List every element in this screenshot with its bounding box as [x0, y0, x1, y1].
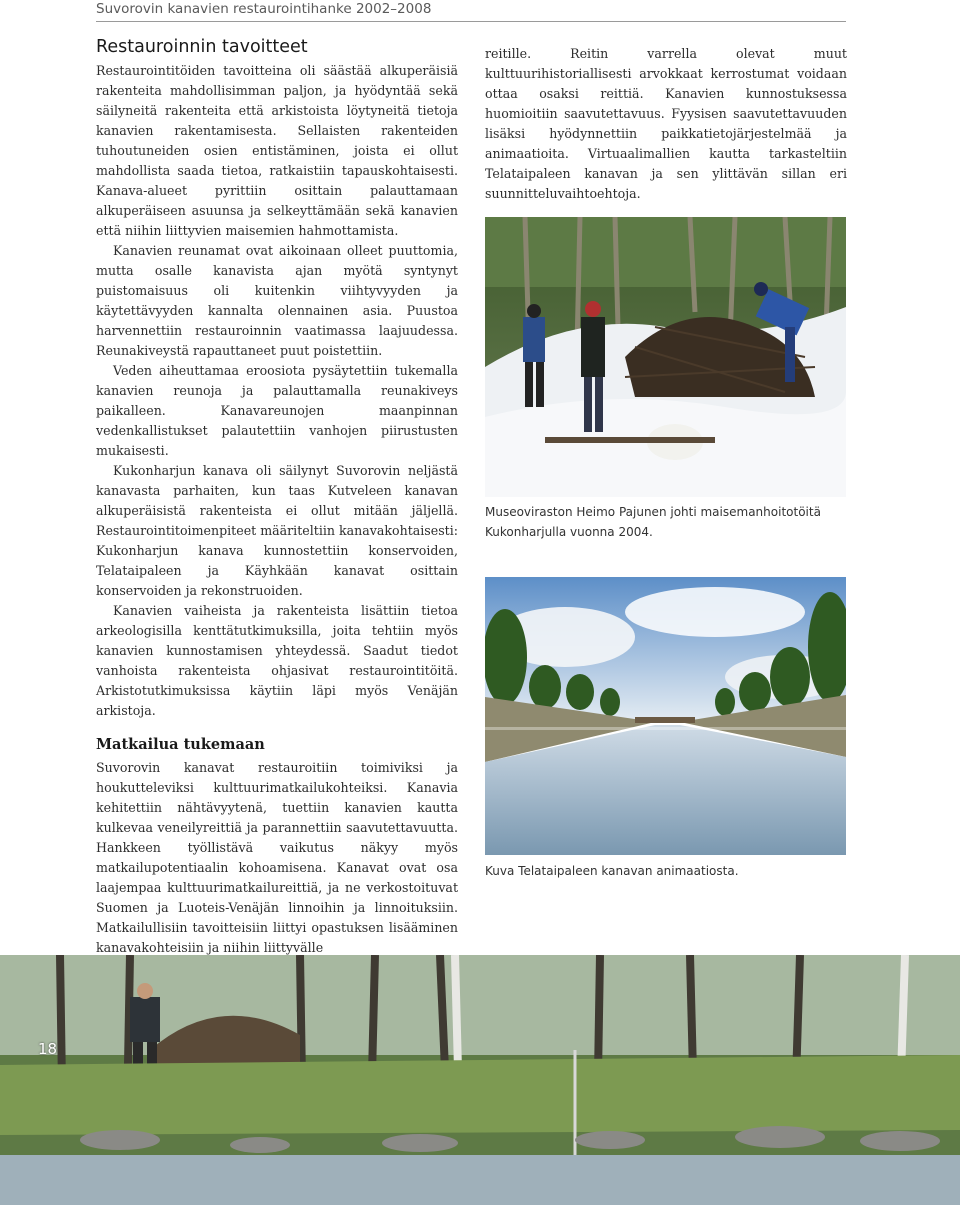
paragraph: Restaurointitöiden tavoitteina oli säästää alkuperäisiä rakenteita mahdollisimman paljon, ja hyödyntää sekä säilyneitä rakenteita että arkistoista löytyneitä tietoja kanavien rakentamisesta. Sellaisten rakenteiden tuhoutuneiden osien entistäminen, joista ei ollut mahdollista saada tietoa, ratkaistiin tapauskohtaisesti. Kanava-alueet pyrittiin osittain palauttamaan alkuperäiseen asuunsa ja selkeyttämään sekä kanavien että niihin liittyvien maisemien hahmottamista.	[96, 63, 458, 238]
paragraph: Suvorovin kanavat restauroitiin toimiviksi ja houkutteleviksi kulttuurimatkailukohteiksi. Kanavia kehitettiin nähtävyytenä, tuettiin kanavien kautta kulkevaa veneilyreittiä ja parannettiin saavutettavuutta. Hankkeen työllistävä vaikutus näkyy myös matkailupotentiaalin kohoamisena. Kanavat ovat osa laajempaa kulttuurimatkailureittiä, ja ne verkostoituvat Suomen ja Luoteis-Venäjän linnoihin ja linnoituksiin. Matkailullisiin tavoitteisiin liittyi opastuksen lisääminen kanavakohteisiin ja niihin liittyvälle	[96, 760, 458, 955]
paragraph: Veden aiheuttamaa eroosiota pysäytettiin tukemalla kanavien reunoja ja palauttamalla reunakiveys paikalleen. Kanavareunojen maanpinnan vedenkallistukset palautettiin vanhojen piirustusten mukaisesti.	[96, 363, 458, 458]
winter-work-photo	[485, 217, 846, 497]
paragraph: Kanavien reunamat ovat aikoinaan olleet puuttomia, mutta osalle kanavista ajan myötä syntynyt puistomaisuus oli kuitenkin viihtyvyyden ja käytettävyyden kannalta olennainen asia. Puustoa harvennettiin restauroinnin vaatimassa laajuudessa. Reunakiveystä rapauttaneet puut poistettiin.	[96, 243, 458, 358]
paragraph: Kanavien vaiheista ja rakenteista lisättiin tietoa arkeologisilla kenttätutkimuksilla, joita tehtiin myös kanavien kunnostamisen yhteydessä. Saadut tiedot vanhoista rakenteista ohjasivat restaurointitöitä. Arkistotutkimuksissa käytiin läpi myös Venäjän arkistoja.	[96, 603, 458, 718]
canal-animation-photo	[485, 577, 846, 855]
photo-caption-1: Museoviraston Heimo Pajunen johti maisemanhoitotöitä Kukonharjulla vuonna 2004.	[485, 505, 821, 539]
right-column	[485, 44, 847, 204]
left-column	[96, 36, 458, 958]
photo-caption-2: Kuva Telataipaleen kanavan animaatiosta.	[485, 864, 739, 878]
canal-animation-image	[485, 577, 846, 855]
winter-work-image	[485, 217, 846, 497]
paragraph: Kukonharjun kanava oli säilynyt Suvorovin neljästä kanavasta parhaiten, kun taas Kutveleen kanavan alkuperäisistä rakenteista ei ollut mitään jäljellä. Restaurointitoimenpiteet määriteltiin kanavakohtaisesti: Kukonharjun kanava kunnostettiin konservoiden, Telataipaleen ja Käyhkään kanavat osittain konservoiden ja rekonstruoiden.	[96, 463, 458, 598]
running-title: Suvorovin kanavien restaurointihanke 2002–2008	[96, 1, 432, 17]
section-heading: Restauroinnin tavoitteet	[96, 37, 308, 57]
paragraph: reitille. Reitin varrella olevat muut kulttuurihistoriallisesti arvokkaat kerrostumat voidaan ottaa osaksi reittiä. Kanavien kunnostuksessa huomioitiin saavutettavuus. Fyysisen saavutettavuuden lisäksi hyödynnettiin paikkatietojärjestelmää ja animaatioita. Virtuaalimallien kautta tarkasteltiin Telataipaleen kanavan ja sen ylittävän sillan eri suunnitteluvaihtoehtoja.	[485, 46, 847, 201]
forest-shore-photo	[0, 955, 960, 1205]
running-header	[96, 0, 846, 22]
forest-shore-image	[0, 955, 960, 1205]
page-number: 18	[38, 1040, 58, 1058]
subsection-heading: Matkailua tukemaan	[96, 736, 265, 753]
